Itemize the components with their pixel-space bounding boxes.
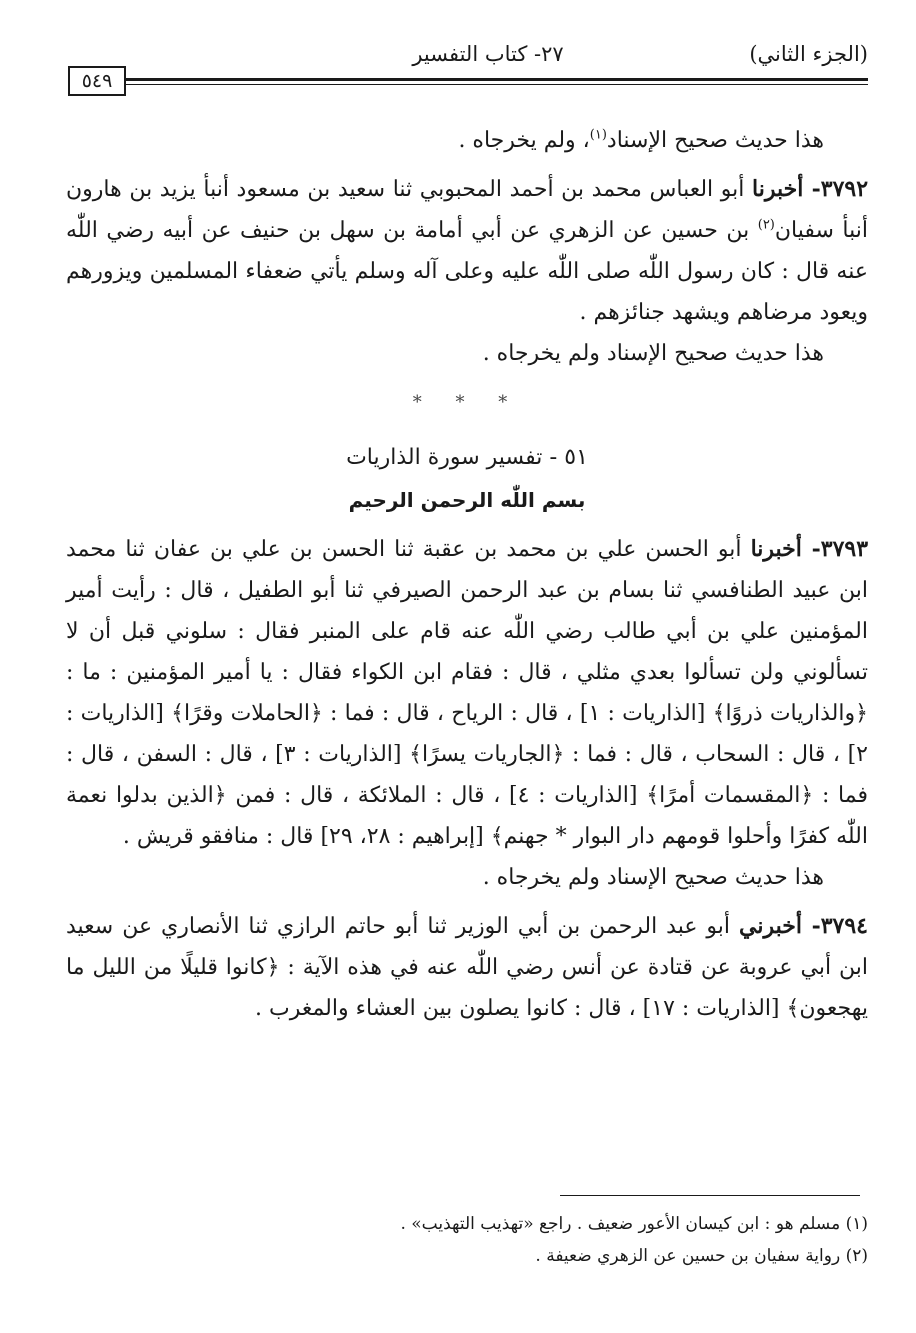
footnote-2: (٢) رواية سفيان بن حسين عن الزهري ضعيفة . [535,1246,868,1266]
header-rule [126,78,868,81]
grade-paragraph-3: هذا حديث صحيح الإسناد ولم يخرجاه . [482,865,824,890]
page-header [68,38,868,98]
hadith-intro: - أخبرنا [750,536,821,562]
grade-paragraph-1: هذا حديث صحيح الإسناد$^{(١)}$، ولم يخرجاه . [458,127,824,153]
hadith-3793: ٣٧٩٣- أخبرنا أبو الحسن علي بن محمد بن عقبة ثنا الحسن بن علي بن عفان ثنا محمد ابن عبيد الطنافسي ثنا بسام بن عبد الرحمن الصيرفي ثنا أبو الطفيل ، قال : رأيت أمير المؤمنين علي بن أبي طالب رضي اللّٰه عنه قام على المنبر فقال : سلوني قبل أن لا تسألوني ولن تسألوا بعدي مثلي ، قال : فقام ابن الكواء فقال : يا أمير المؤمنين : ما : ﴿والذاريات ذروًا﴾ [الذاريات : ١] ، قال : الرياح ، قال : فما : ﴿الحاملات وقرًا﴾ [الذاريات : ٢] ، قال : السحاب ، قال : فما : ﴿الجاريات يسرًا﴾ [الذاريات : ٣] ، قال : السفن ، قال : فما : ﴿المقسمات أمرًا﴾ [الذاريات : ٤] ، قال : الملائكة ، قال : فمن ﴿الذين بدلوا نعمة اللّٰه كفرًا وأحلوا قومهم دار البوار * جهنم﴾ [إبراهيم : ٢٨، ٢٩] قال : منافقو قريش . [66,536,869,849]
surah-title: ٥١ - تفسير سورة الذاريات [346,445,588,470]
hadith-3792: ٣٧٩٢- أخبرنا أبو العباس محمد بن أحمد المحبوبي ثنا سعيد بن مسعود أنبأ يزيد بن هارون أنبأ سفيان$^{(٢)}$ بن حسين عن الزهري عن أبي أمامة بن سهل بن حنيف عن أبيه رضي اللّٰه عنه قال : كان رسول اللّٰه صلى اللّٰه عليه وعلى آله وسلم يأتي ضعفاء المسلمين ويزورهم ويعود مرضاهم ويشهد جنائزهم . [66,176,869,325]
grade-paragraph-2: هذا حديث صحيح الإسناد ولم يخرجاه . [482,341,824,366]
hadith-intro: - أخبرني [739,913,821,939]
page-body [66,120,868,1029]
footnote-ref-2[interactable]: (٢) [757,217,775,233]
footnotes [120,1208,868,1272]
volume-label: (الجزء الثاني) [749,42,868,66]
footnote-1: (١) مسلم هو : ابن كيسان الأعور ضعيف . راجع «تهذيب التهذيب» . [400,1214,868,1234]
hadith-number: ٣٧٩٢ [820,176,869,202]
basmala: بسم اللّٰه الرحمن الرحيم [348,488,586,512]
footnote-separator [560,1195,860,1196]
section-divider: * * * [412,392,522,413]
footnote-ref-1[interactable]: (١) [589,127,607,143]
hadith-number: ٣٧٩٤ [820,913,868,939]
page-number: ٥٤٩ [68,66,126,96]
hadith-number: ٣٧٩٣ [820,536,869,562]
header-rule-thin [126,84,868,85]
book-title: ٢٧- كتاب التفسير [412,42,564,66]
hadith-3794: ٣٧٩٤- أخبرني أبو عبد الرحمن بن أبي الوزير ثنا أبو حاتم الرازي ثنا الأنصاري عن سعيد ابن أبي عروبة عن قتادة عن أنس رضي اللّٰه عنه في هذه الآية : ﴿كانوا قليلًا من الليل ما يهجعون﴾ [الذاريات : ١٧] ، قال : كانوا يصلون بين العشاء والمغرب . [66,913,868,1021]
hadith-intro: - أخبرنا [752,176,821,202]
